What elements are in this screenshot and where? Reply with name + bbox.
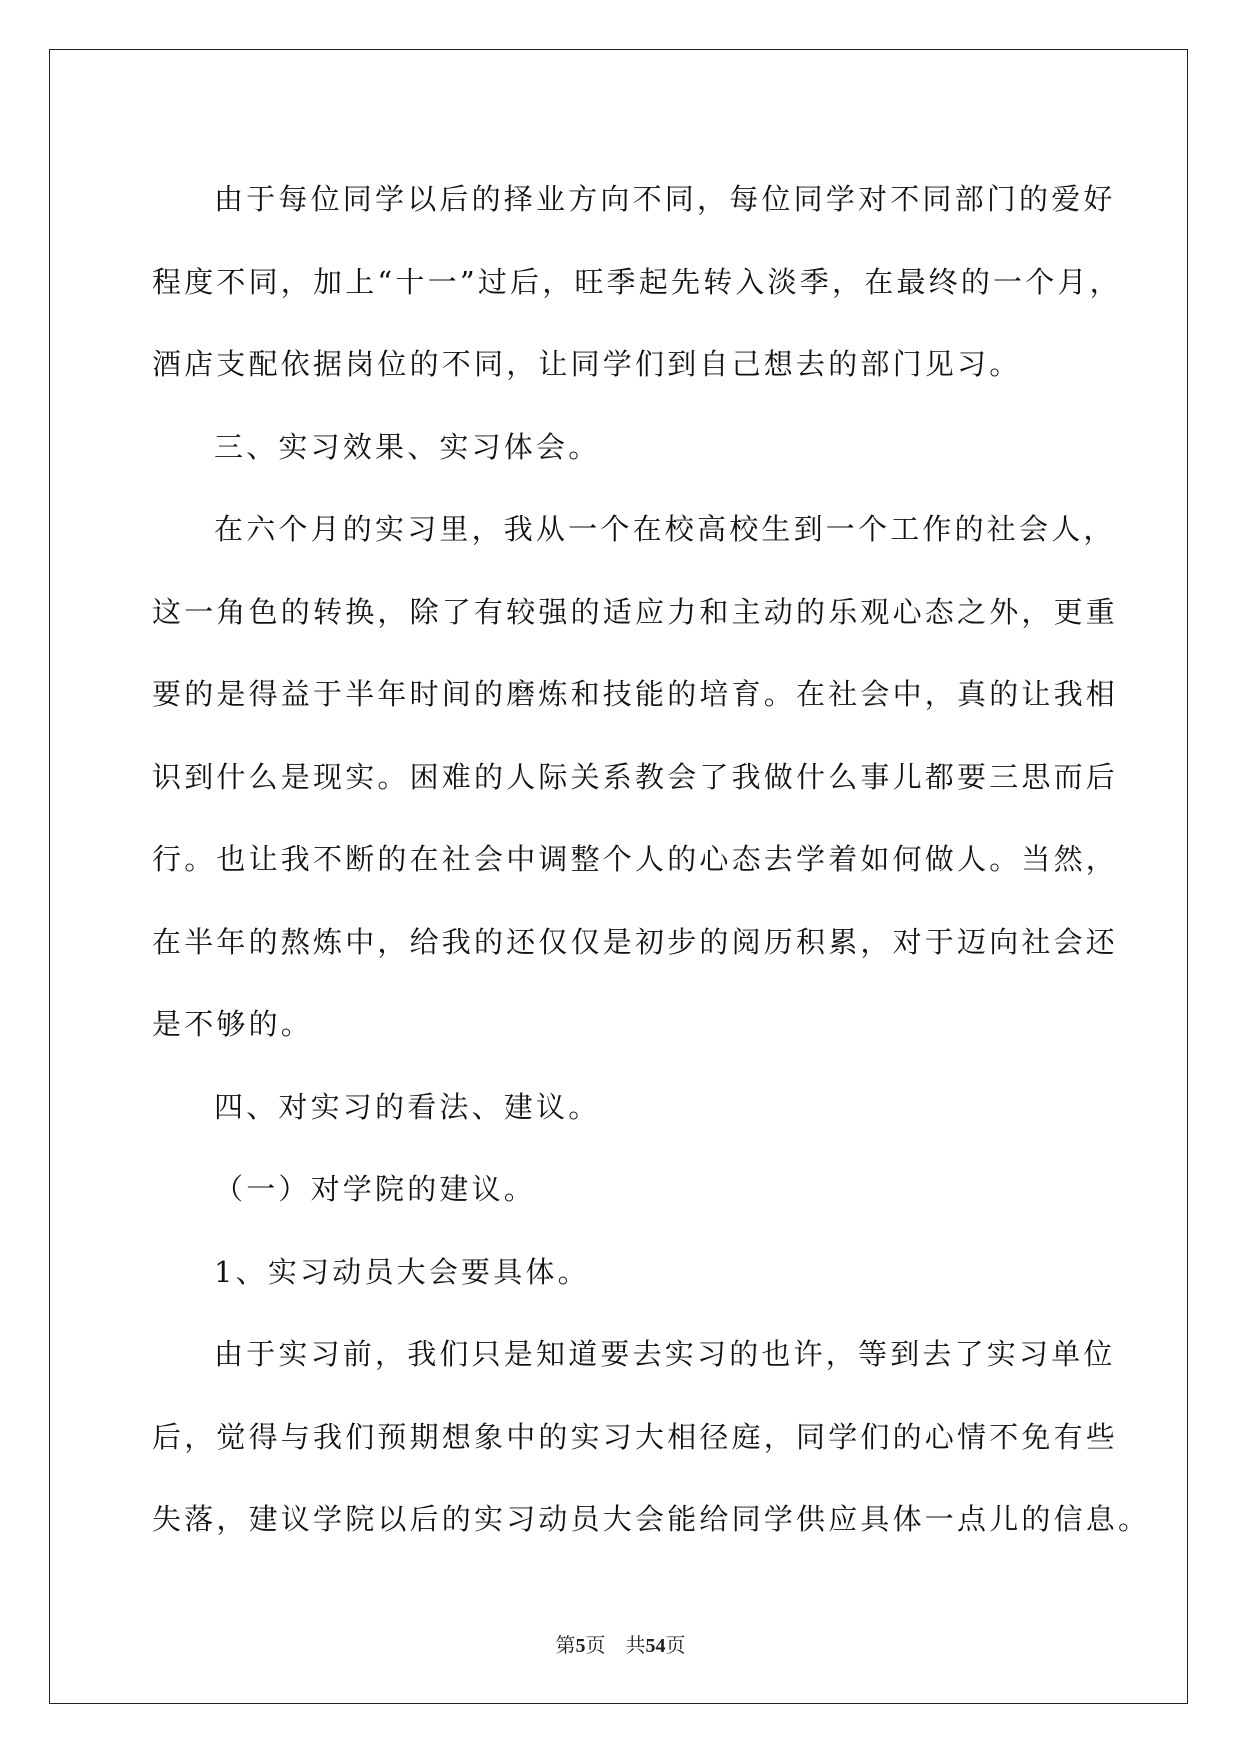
paragraph-line: 在半年的熬炼中，给我的还仅仅是初步的阅历积累，对于迈向社会还 (152, 924, 1119, 959)
paragraph-line: 程度不同，加上“十一”过后，旺季起先转入淡季，在最终的一个月， (152, 264, 1122, 299)
page-footer (0, 1629, 1241, 1658)
total-page-count: 54 (645, 1635, 666, 1657)
list-item-heading: 1、实习动员大会要具体。 (214, 1254, 590, 1289)
current-page-number: 5 (575, 1635, 586, 1657)
footer-mid: 页 共 (585, 1635, 646, 1657)
paragraph-line: 失落，建议学院以后的实习动员大会能给同学供应具体一点儿的信息。 (152, 1502, 1151, 1536)
paragraph-line: 要的是得益于半年时间的磨炼和技能的培育。在社会中，真的让我相 (152, 677, 1119, 711)
paragraph-line: 由于实习前，我们只是知道要去实习的也许，等到去了实习单位 (214, 1337, 1116, 1371)
section-heading: 三、实习效果、实习体会。 (214, 429, 601, 464)
footer-prefix: 第 (555, 1635, 576, 1657)
footer-suffix: 页 (665, 1635, 686, 1657)
section-heading: 四、对实习的看法、建议。 (214, 1089, 601, 1124)
paragraph-line: 后，觉得与我们预期想象中的实习大相径庭，同学们的心情不免有些 (152, 1419, 1119, 1454)
paragraph-line: 行。也让我不断的在社会中调整个人的心态去学着如何做人。当然， (152, 842, 1119, 876)
paragraph-line: 这一角色的转换，除了有较强的适应力和主动的乐观心态之外，更重 (152, 594, 1119, 629)
subsection-heading: （一）对学院的建议。 (214, 1172, 537, 1206)
paragraph-line: 在六个月的实习里，我从一个在校高校生到一个工作的社会人， (214, 512, 1116, 546)
paragraph-line: 由于每位同学以后的择业方向不同，每位同学对不同部门的爱好 (214, 182, 1116, 216)
document-body (152, 158, 1151, 1561)
paragraph-line: 是不够的。 (152, 1007, 314, 1041)
paragraph-line: 酒店支配依据岗位的不同，让同学们到自己想去的部门见习。 (152, 347, 1022, 381)
paragraph-line: 识到什么是现实。困难的人际关系教会了我做什么事儿都要三思而后 (152, 759, 1119, 794)
